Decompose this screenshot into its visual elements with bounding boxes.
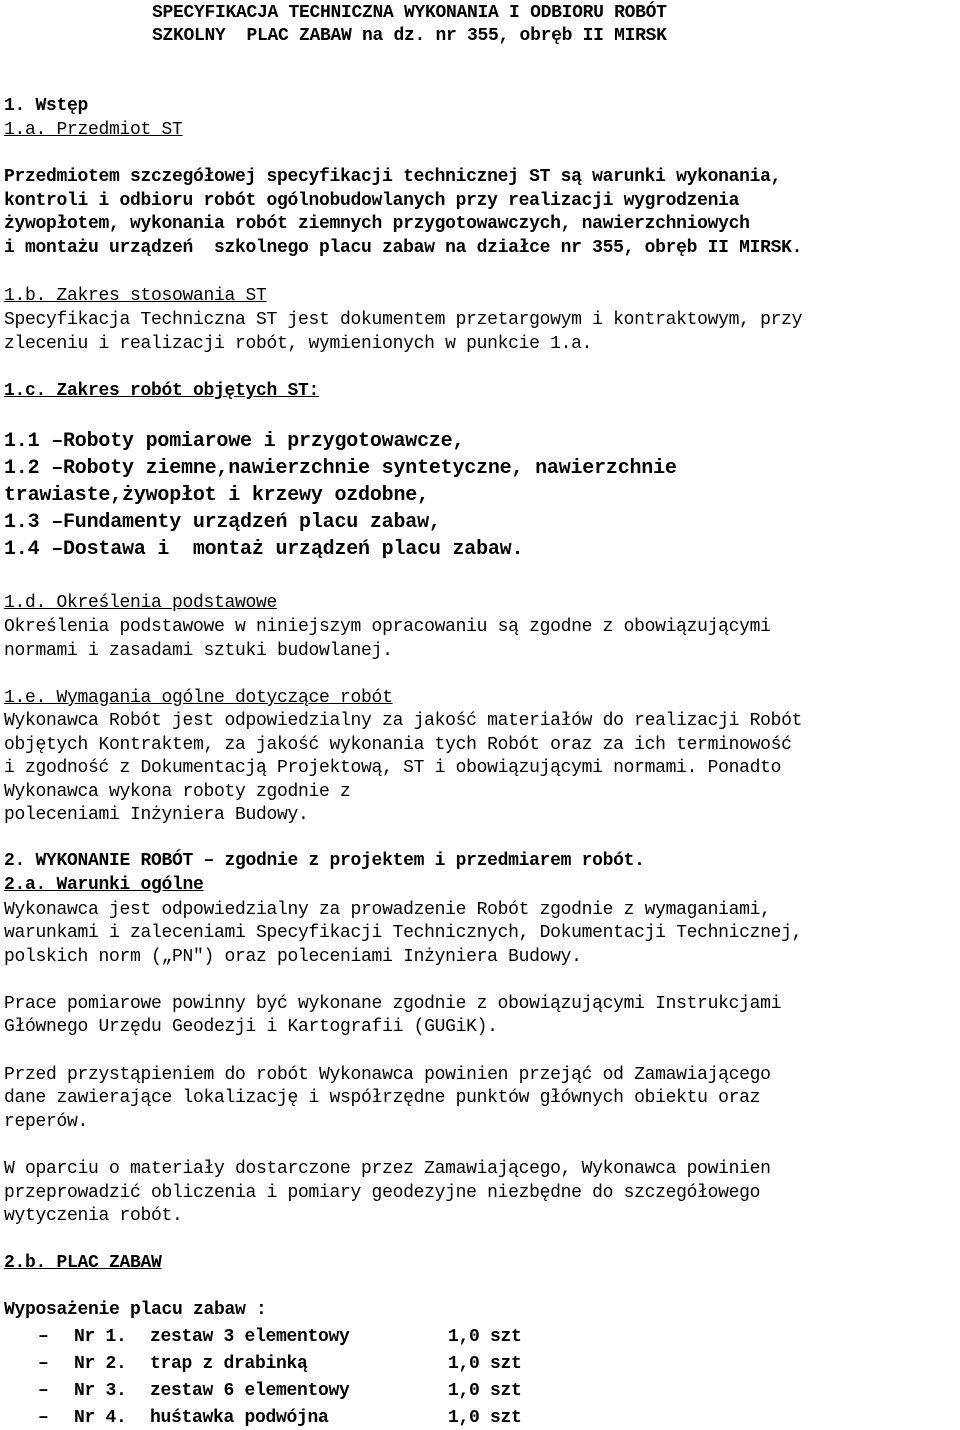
section-1b-line: Specyfikacja Techniczna ST jest dokumentem przetargowym i kontraktowym, przy	[4, 310, 803, 330]
section-2a-line: Głównego Urzędu Geodezji i Kartografii (GUGiK).	[4, 1017, 498, 1037]
equipment-quantity: 1,0 szt	[448, 1408, 522, 1428]
section-1d-line: Określenia podstawowe w niniejszym opracowaniu są zgodne z obowiązującymi	[4, 617, 771, 637]
section-2a-line: polskich norm („PN") oraz poleceniami Inżyniera Budowy.	[4, 947, 582, 967]
section-2a-line: wytyczenia robót.	[4, 1206, 183, 1226]
section-2a-heading: 2.a. Warunki ogólne	[4, 875, 204, 895]
equipment-number: Nr 2.	[74, 1354, 127, 1374]
scope-item: trawiaste,żywopłot i krzewy ozdobne,	[4, 484, 429, 507]
section-1a-line: kontroli i odbioru robót ogólnobudowlanych przy realizacji wygrodzenia	[4, 191, 740, 211]
section-1b-line: zleceniu i realizacji robót, wymienionych w punkcie 1.a.	[4, 334, 593, 354]
list-bullet: –	[38, 1354, 49, 1374]
section-1e-line: Wykonawca wykona roboty zgodnie z	[4, 782, 351, 802]
scope-item: 1.3 –Fundamenty urządzeń placu zabaw,	[4, 511, 441, 534]
list-bullet: –	[38, 1408, 49, 1428]
section-1e-heading: 1.e. Wymagania ogólne dotyczące robót	[4, 688, 393, 708]
list-bullet: –	[38, 1327, 49, 1347]
section-1c-heading: 1.c. Zakres robót objętych ST:	[4, 381, 320, 401]
equipment-quantity: 1,0 szt	[448, 1327, 522, 1347]
document-title-line-1: SPECYFIKACJA TECHNICZNA WYKONANIA I ODBIORU ROBÓT	[152, 3, 667, 23]
section-1a-line: Przedmiotem szczegółowej specyfikacji technicznej ST są warunki wykonania,	[4, 167, 782, 187]
section-1a-line: i montażu urządzeń szkolnego placu zabaw na działce nr 355, obręb II MIRSK.	[4, 238, 803, 258]
section-1e-line: poleceniami Inżyniera Budowy.	[4, 805, 309, 825]
equipment-quantity: 1,0 szt	[448, 1354, 522, 1374]
section-1a-line: żywopłotem, wykonania robót ziemnych przygotowawczych, nawierzchniowych	[4, 214, 750, 234]
equipment-name: trap z drabinką	[150, 1354, 308, 1374]
equipment-quantity: 1,0 szt	[448, 1381, 522, 1401]
section-1d-line: normami i zasadami sztuki budowlanej.	[4, 641, 393, 661]
equipment-name: zestaw 6 elementowy	[150, 1381, 350, 1401]
equipment-number: Nr 1.	[74, 1327, 127, 1347]
section-2a-line: reperów.	[4, 1112, 89, 1132]
section-2a-line: Prace pomiarowe powinny być wykonane zgodnie z obowiązującymi Instrukcjami	[4, 994, 782, 1014]
list-bullet: –	[38, 1381, 49, 1401]
section-2b-heading: 2.b. PLAC ZABAW	[4, 1253, 162, 1273]
section-2a-line: dane zawierające lokalizację i współrzędne punktów głównych obiektu oraz	[4, 1088, 761, 1108]
section-1e-line: objętych Kontraktem, za jakość wykonania tych Robót oraz za ich terminowość	[4, 735, 792, 755]
scope-item: 1.2 –Roboty ziemne,nawierzchnie syntetyczne, nawierzchnie	[4, 457, 677, 480]
section-2a-line: przeprowadzić obliczenia i pomiary geodezyjne niezbędne do szczegółowego	[4, 1183, 761, 1203]
section-2a-line: Wykonawca jest odpowiedzialny za prowadzenie Robót zgodnie z wymaganiami,	[4, 900, 771, 920]
equipment-name: huśtawka podwójna	[150, 1408, 329, 1428]
section-1e-line: i zgodność z Dokumentacją Projektową, ST i obowiązującymi normami. Ponadto	[4, 758, 782, 778]
equipment-name: zestaw 3 elementowy	[150, 1327, 350, 1347]
equipment-number: Nr 3.	[74, 1381, 127, 1401]
section-1a-heading: 1.a. Przedmiot ST	[4, 120, 183, 140]
scope-item: 1.1 –Roboty pomiarowe i przygotowawcze,	[4, 430, 465, 453]
equipment-number: Nr 4.	[74, 1408, 127, 1428]
section-2a-line: Przed przystąpieniem do robót Wykonawca powinien przejąć od Zamawiającego	[4, 1065, 771, 1085]
section-1e-line: Wykonawca Robót jest odpowiedzialny za jakość materiałów do realizacji Robót	[4, 711, 803, 731]
section-2-heading: 2. WYKONANIE ROBÓT – zgodnie z projektem i przedmiarem robót.	[4, 851, 645, 871]
section-1b-heading: 1.b. Zakres stosowania ST	[4, 286, 267, 306]
section-2a-line: W oparciu o materiały dostarczone przez Zamawiającego, Wykonawca powinien	[4, 1159, 771, 1179]
section-2a-line: warunkami i zaleceniami Specyfikacji Technicznych, Dokumentacji Technicznej,	[4, 923, 803, 943]
scope-item: 1.4 –Dostawa i montaż urządzeń placu zabaw.	[4, 538, 524, 561]
document-title-line-2: SZKOLNY PLAC ZABAW na dz. nr 355, obręb II MIRSK	[152, 26, 667, 46]
section-1d-heading: 1.d. Określenia podstawowe	[4, 593, 278, 613]
equipment-heading: Wyposażenie placu zabaw :	[4, 1300, 267, 1320]
section-1-heading: 1. Wstęp	[4, 96, 89, 116]
